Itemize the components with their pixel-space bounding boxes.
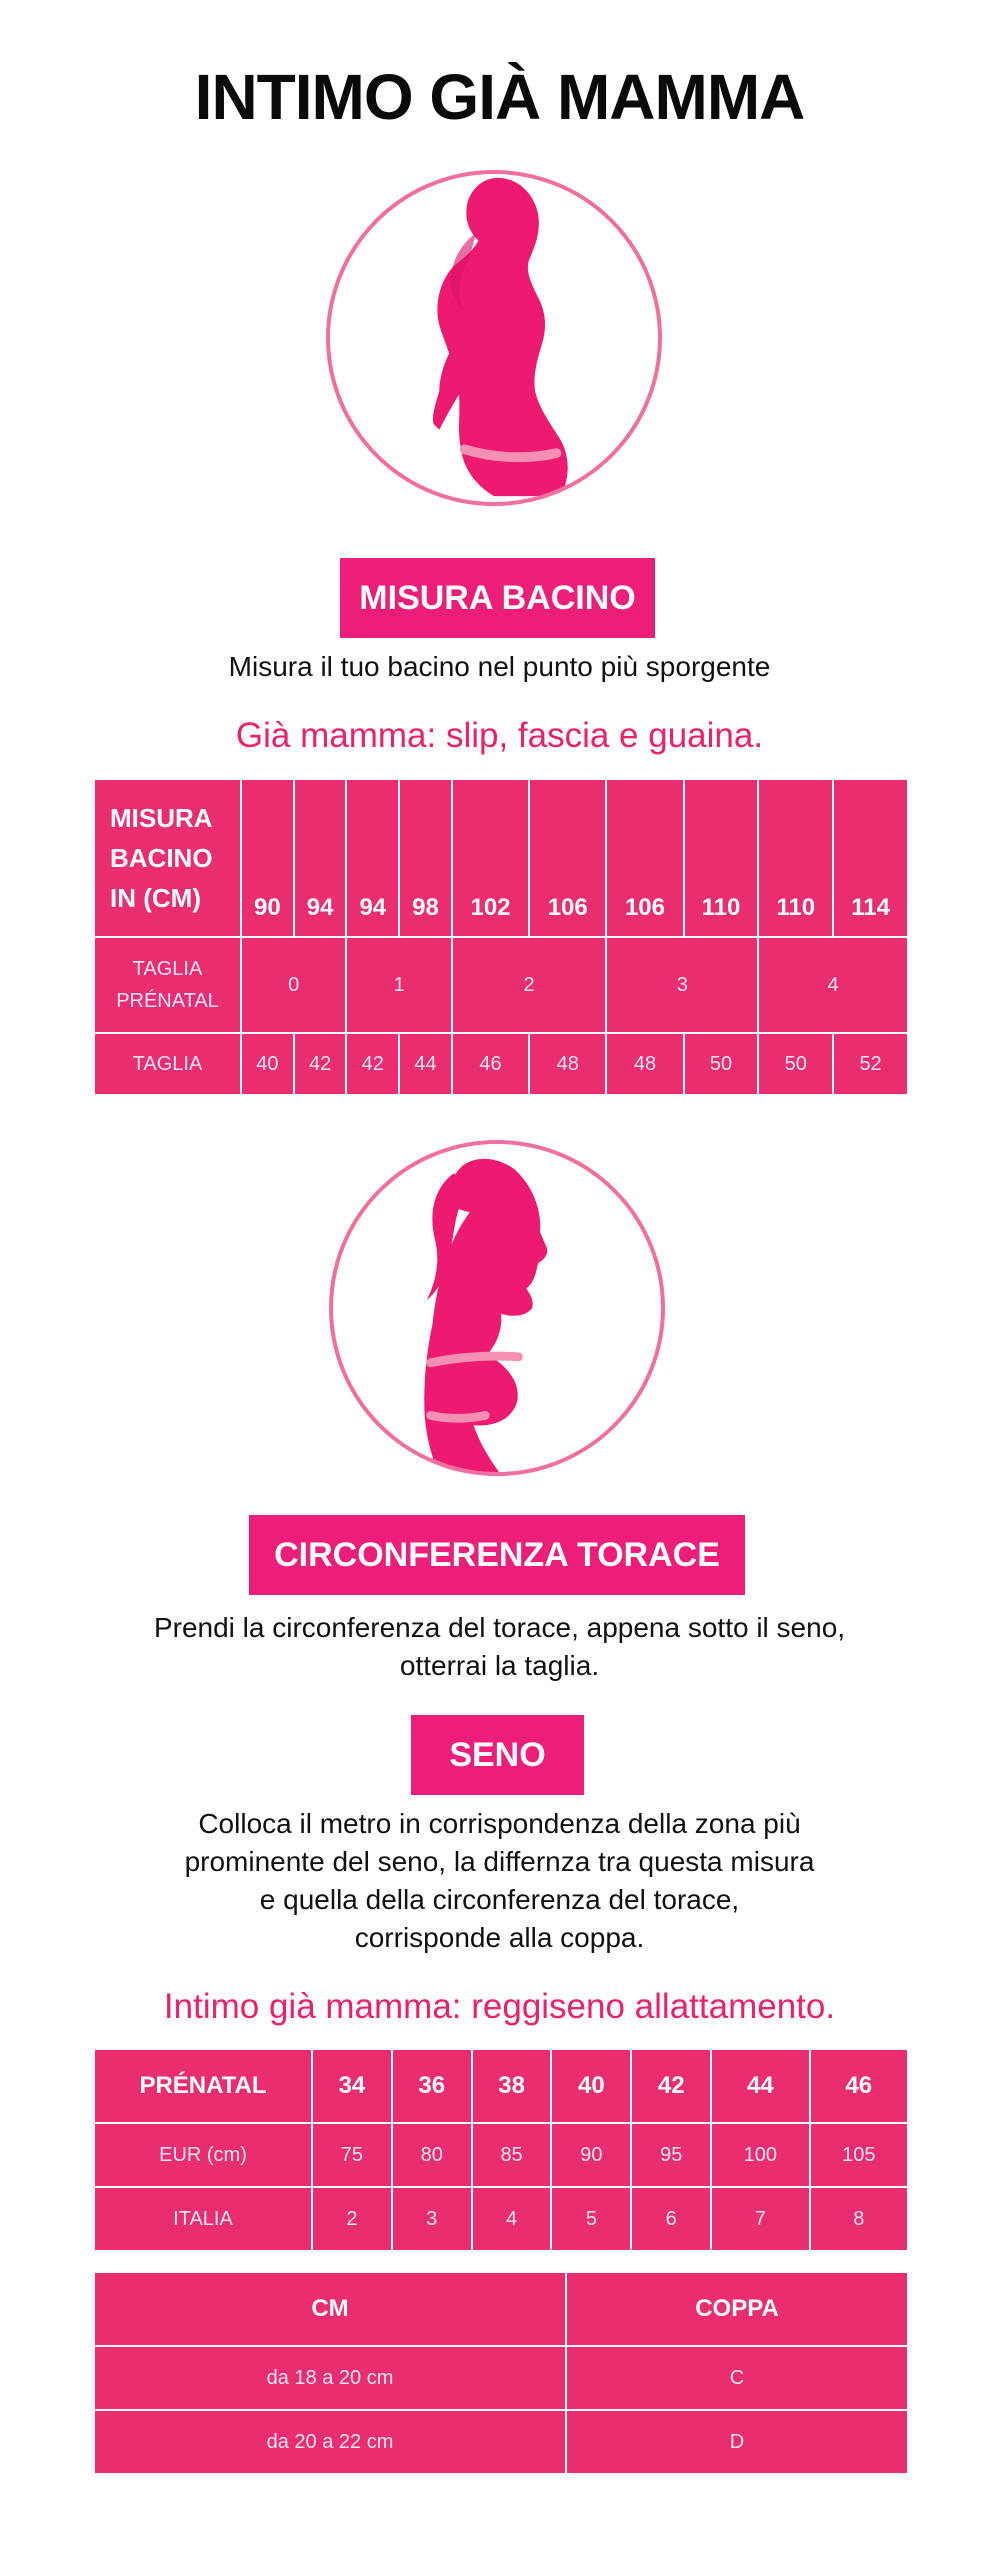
table-row: [94, 779, 908, 937]
instruction-line: otterrai la taglia.: [399, 1650, 600, 1681]
eur-row-label: EUR (cm): [94, 2123, 312, 2187]
table-cell: 5: [551, 2187, 631, 2251]
table-header-cell: 34: [312, 2049, 392, 2123]
bust-illustration: [329, 1140, 665, 1476]
instruction-line: Colloca il metro in corrispondenza della zona più: [198, 1808, 801, 1839]
circonferenza-torace-label: CIRCONFERENZA TORACE: [249, 1515, 745, 1595]
instruction-line: corrisponde alla coppa.: [354, 1922, 645, 1953]
table-header-cell: 36: [392, 2049, 472, 2123]
table-cell: 100: [711, 2123, 809, 2187]
seno-instruction: [0, 1805, 999, 1957]
table-cell: da 20 a 22 cm: [94, 2410, 566, 2474]
table-header-cell: 40: [551, 2049, 631, 2123]
table-row: [94, 2123, 908, 2187]
table-cell: 42: [346, 1033, 399, 1095]
table-cell: 80: [392, 2123, 472, 2187]
table-cell: C: [566, 2346, 908, 2410]
seno-subtitle: Intimo già mamma: reggiseno allattamento.: [163, 1987, 836, 2026]
table-cell: 3: [606, 937, 758, 1033]
table-header-label: PRÉNATAL: [94, 2049, 312, 2123]
instruction-line: e quella della circonferenza del torace,: [259, 1884, 740, 1915]
table-cell: 1: [346, 937, 451, 1033]
table-row: [94, 2049, 908, 2123]
table-row: [94, 2272, 908, 2346]
table-header-cell: 114: [833, 779, 908, 937]
circonferenza-torace-instruction: [0, 1609, 999, 1685]
table-row: [94, 2410, 908, 2474]
cup-table: [93, 2271, 909, 2475]
table-cell: 40: [241, 1033, 294, 1095]
table-cell: 7: [711, 2187, 809, 2251]
table-cell: 50: [684, 1033, 759, 1095]
misura-bacino-instruction: Misura il tuo bacino nel punto più sporgente: [228, 651, 771, 682]
table-row: [94, 2187, 908, 2251]
table-cell: 95: [631, 2123, 711, 2187]
table-header-cell: 94: [294, 779, 347, 937]
seno-label: SENO: [411, 1715, 584, 1795]
table-cell: 52: [833, 1033, 908, 1095]
table-cell: 75: [312, 2123, 392, 2187]
table-header-cell: 94: [346, 779, 399, 937]
table-cell: 3: [392, 2187, 472, 2251]
pregnant-silhouette-icon: [333, 1144, 661, 1472]
table-cell: 8: [810, 2187, 908, 2251]
table-header-cell: 110: [684, 779, 759, 937]
table-header-cell: 46: [810, 2049, 908, 2123]
table-cell: 90: [551, 2123, 631, 2187]
table-header-cell: 98: [399, 779, 452, 937]
bra-size-table: [93, 2048, 909, 2252]
table-header-cell: 44: [711, 2049, 809, 2123]
table-header-cell: 106: [606, 779, 683, 937]
table-cell: 2: [312, 2187, 392, 2251]
bacino-size-table: [93, 778, 909, 1096]
taglia-row-label: TAGLIA: [94, 1033, 241, 1095]
prenatal-row-label: TAGLIA PRÉNATAL: [94, 937, 241, 1033]
table-header-cell: 42: [631, 2049, 711, 2123]
instruction-line: prominente del seno, la differnza tra questa misura: [184, 1846, 815, 1877]
table-row: [94, 2346, 908, 2410]
hips-silhouette-icon: [330, 174, 658, 502]
cm-header: CM: [94, 2272, 566, 2346]
table-cell: 46: [452, 1033, 529, 1095]
table-header-cell: 38: [472, 2049, 552, 2123]
coppa-header: COPPA: [566, 2272, 908, 2346]
misura-bacino-label: MISURA BACINO: [340, 558, 655, 638]
italia-row-label: ITALIA: [94, 2187, 312, 2251]
table-cell: 6: [631, 2187, 711, 2251]
table-cell: 42: [294, 1033, 347, 1095]
table-cell: 0: [241, 937, 346, 1033]
table-cell: D: [566, 2410, 908, 2474]
page-title: INTIMO GIÀ MAMMA: [194, 61, 805, 133]
table-header-cell: 90: [241, 779, 294, 937]
instruction-line: Prendi la circonferenza del torace, appena sotto il seno,: [153, 1612, 846, 1643]
table-cell: 48: [529, 1033, 606, 1095]
table-cell: 85: [472, 2123, 552, 2187]
hips-illustration: [326, 170, 662, 506]
table-header-label: MISURA BACINO IN (CM): [94, 779, 241, 937]
table-cell: 50: [758, 1033, 833, 1095]
misura-bacino-subtitle: Già mamma: slip, fascia e guaina.: [235, 716, 764, 755]
table-row: [94, 937, 908, 1033]
table-cell: da 18 a 20 cm: [94, 2346, 566, 2410]
table-cell: 4: [472, 2187, 552, 2251]
table-header-cell: 102: [452, 779, 529, 937]
table-cell: 4: [758, 937, 908, 1033]
table-cell: 105: [810, 2123, 908, 2187]
table-cell: 48: [606, 1033, 683, 1095]
table-cell: 2: [452, 937, 606, 1033]
table-header-cell: 110: [758, 779, 833, 937]
table-row: [94, 1033, 908, 1095]
table-header-cell: 106: [529, 779, 606, 937]
table-cell: 44: [399, 1033, 452, 1095]
